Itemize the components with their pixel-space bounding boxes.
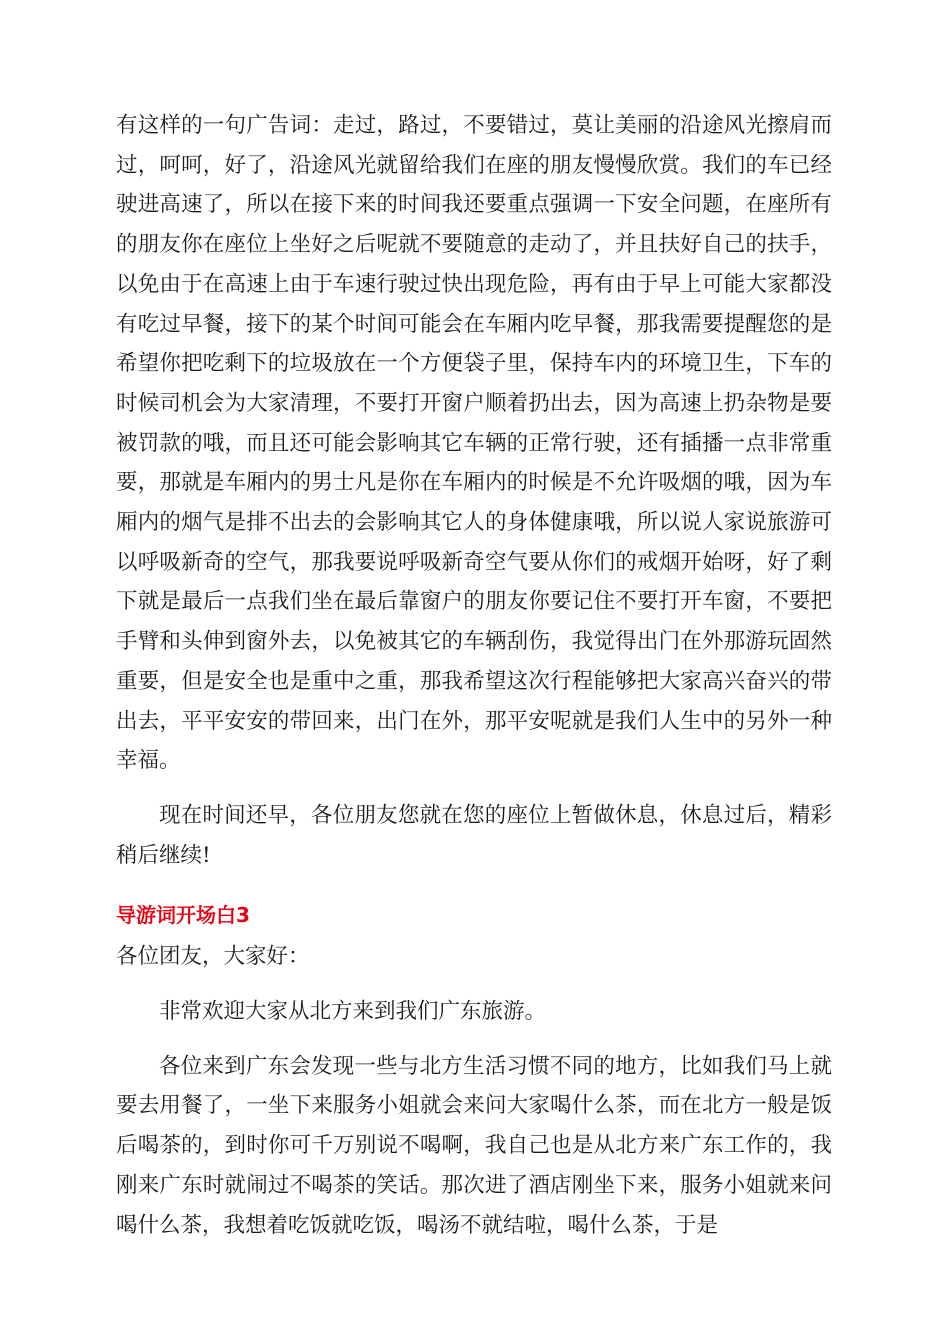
body-paragraph: 非常欢迎大家从北方来到我们广东旅游。 xyxy=(159,999,547,1025)
document-page xyxy=(116,106,832,1245)
section-heading: 导游词开场白3 xyxy=(116,903,250,928)
body-paragraph: 有这样的一句广告词：走过，路过，不要错过，莫让美丽的沿途风光擦肩而过，呵呵，好了，沿途风光就留给我们在座的朋友慢慢欣赏。我们的车已经驶进高速了，所以在接下来的时间我还要重点强调一下安全问题，在座所有的朋友你在座位上坐好之后呢就不要随意的走动了，并且扶好自己的扶手，以免由于在高速上由于车速行驶过快出现危险，再有由于早上可能大家都没有吃过早餐，接下的某个时间可能会在车厢内吃早餐，那我需要提醒您的是希望你把吃剩下的垃圾放在一个方便袋子里，保持车内的环境卫生，下车的时候司机会为大家清理，不要打开窗户顺着扔出去，因为高速上扔杂物是要被罚款的哦，而且还可能会影响其它车辆的正常行驶，还有插播一点非常重要，那就是车厢内的男士凡是你在车厢内的时候是不允许吸烟的哦，因为车厢内的烟气是排不出去的会影响其它人的身体健康哦，所以说人家说旅游可以呼吸新奇的空气，那我要说呼吸新奇空气要从你们的戒烟开始呀，好了剩下就是最后一点我们坐在最后靠窗户的朋友你要记住不要打开车窗，不要把手臂和头伸到窗外去，以免被其它的车辆刮伤，我觉得出门在外那游玩固然重要，但是安全也是重中之重，那我希望这次行程能够把大家高兴奋兴的带出去，平平安安的带回来，出门在外，那平安呢就是我们人生中的另外一种幸福。 xyxy=(116,113,832,774)
body-paragraph: 现在时间还早，各位朋友您就在您的座位上暂做休息，休息过后，精彩稍后继续! xyxy=(116,802,832,868)
body-paragraph: 各位来到广东会发现一些与北方生活习惯不同的地方，比如我们马上就要去用餐了，一坐下来服务小姐就会来问大家喝什么茶，而在北方一般是饭后喝茶的，到时你可千万别说不喝啊，我自己也是从北方来广东工作的，我刚来广东时就闹过不喝茶的笑话。那次进了酒店刚坐下来，服务小姐就来问喝什么茶，我想着吃饭就吃饭，喝汤不就结啦，喝什么茶，于是 xyxy=(116,1053,832,1238)
greeting-line: 各位团友，大家好： xyxy=(116,944,310,970)
